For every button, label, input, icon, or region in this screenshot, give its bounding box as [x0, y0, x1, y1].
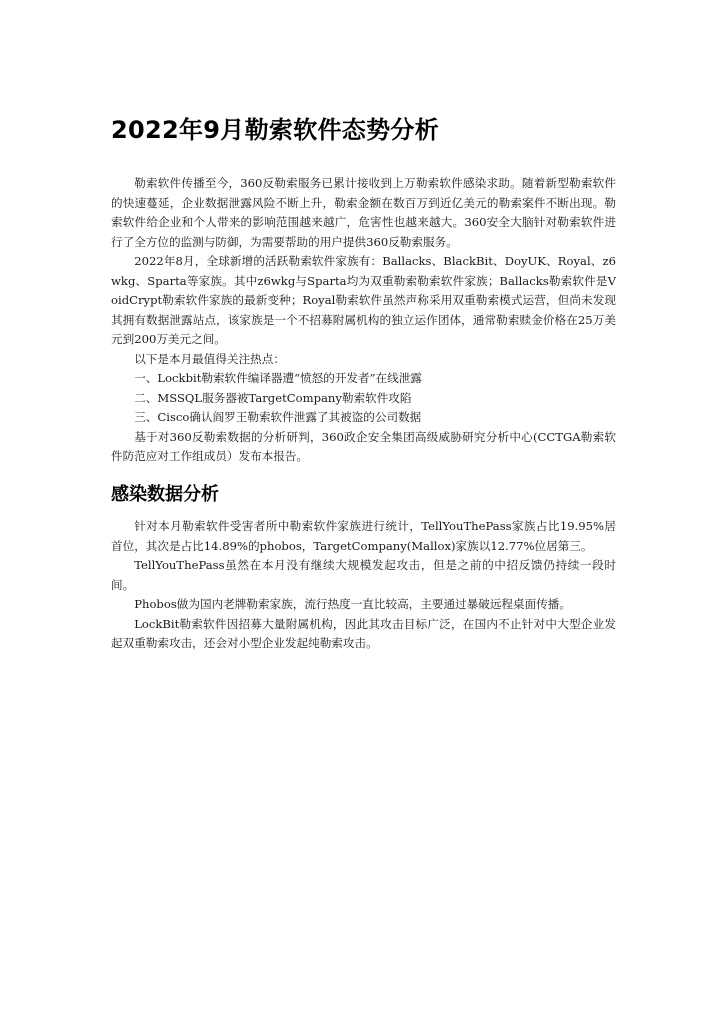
intro-paragraph: 2022年8月，全球新增的活跃勒索软件家族有：Ballacks、BlackBit、DoyUK、Royal、z6wkg、Sparta等家族。其中z6wkg与Sparta均为双重勒索勒索软件家族；Ballacks勒索软件是VoidCrypt勒索软件家族的最新变种；Royal勒索软件虽然声称采用双重勒索模式运营，但尚未发现其拥有数据泄露站点，该家族是一个不招募附属机构的独立运作团体，通常勒索赎金价格在25万美元到200万美元之间。: [111, 254, 616, 346]
section-paragraph: 针对本月勒索软件受害者所中勒索软件家族进行统计，TellYouThePass家族占比19.95%居首位，其次是占比14.89%的phobos，TargetCompany(Mallox)家族以12.77%位居第三。: [111, 519, 616, 553]
section-title: 感染数据分析: [111, 484, 219, 505]
section-paragraph: LockBit勒索软件因招募大量附属机构，因此其攻击目标广泛，在国内不止针对中大型企业发起双重勒索攻击，还会对小型企业发起纯勒索攻击。: [111, 616, 616, 650]
section-paragraph: Phobos做为国内老牌勒索家族，流行热度一直比较高，主要通过暴破远程桌面传播。: [134, 597, 571, 611]
intro-paragraph: 勒索软件传播至今，360反勒索服务已累计接收到上万勒索软件感染求助。随着新型勒索软件的快速蔓延，企业数据泄露风险不断上升，勒索金额在数百万到近亿美元的勒索案件不断出现。勒索软件给企业和个人带来的影响范围越来越广，危害性也越来越大。360安全大脑针对勒索软件进行了全方位的监测与防御，为需要帮助的用户提供360反勒索服务。: [111, 176, 616, 249]
section-paragraph: TellYouThePass虽然在本月没有继续大规模发起攻击，但是之前的中招反馈仍持续一段时间。: [111, 558, 616, 592]
infection-analysis-section: [111, 517, 616, 654]
hotspot-item: 三、Cisco确认阎罗王勒索软件泄露了其被盗的公司数据: [134, 410, 422, 424]
intro-paragraph: 以下是本月最值得关注热点：: [134, 351, 285, 366]
hotspot-item: 二、MSSQL服务器被TargetCompany勒索软件攻陷: [134, 390, 412, 405]
intro-paragraph: 基于对360反勒索数据的分析研判，360政企安全集团高级威胁研究分析中心(CCTGA勒索软件防范应对工作组成员）发布本报告。: [111, 429, 616, 463]
intro-section: [111, 174, 616, 467]
hotspot-item: 一、Lockbit勒索软件编译器遭“愤怒的开发者”在线泄露: [134, 371, 422, 385]
document-title: 2022年9月勒索软件态势分析: [111, 116, 439, 144]
